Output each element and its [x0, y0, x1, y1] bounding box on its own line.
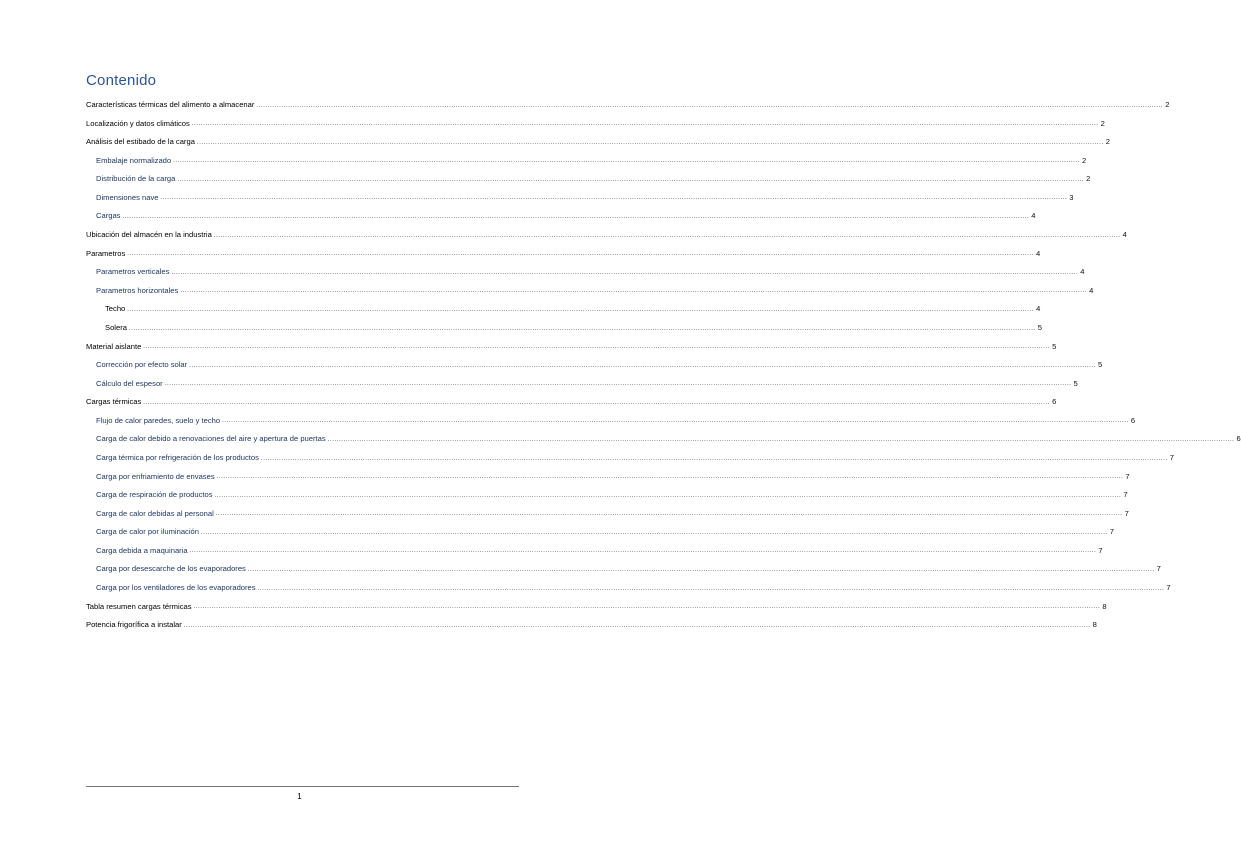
toc-leader-dots: ................................................................................................................................................................................................................................................................................................................................................................................................................ [143, 399, 1051, 406]
toc-entry-page[interactable]: 5 [1073, 378, 1078, 388]
toc-leader-dots: ................................................................................................................................................................................................................................................................................................................................................................................................................ [256, 102, 1164, 109]
toc-entry-label[interactable]: Embalaje normalizado [86, 157, 172, 165]
toc-entry-label[interactable]: Carga de calor debidas al personal [86, 510, 215, 518]
toc-entry[interactable] [86, 536, 1103, 555]
toc-entry[interactable] [86, 424, 1241, 444]
toc-entry[interactable] [86, 127, 1110, 147]
toc-entry-page[interactable]: 5 [1097, 360, 1103, 370]
toc-entry[interactable] [86, 332, 1057, 351]
toc-entry-page[interactable]: 4 [1036, 304, 1041, 314]
toc-entry-page[interactable]: 7 [1166, 583, 1171, 593]
toc-entry[interactable] [86, 276, 1094, 295]
toc-entry[interactable] [86, 387, 1057, 407]
toc-leader-dots: ................................................................................................................................................................................................................................................................................................................................................................................................................ [214, 492, 1122, 499]
toc-entry-page[interactable]: 7 [1156, 564, 1161, 574]
toc-entry-label[interactable]: Localización y datos climáticos [86, 118, 190, 128]
toc-entry[interactable] [86, 146, 1087, 165]
toc-entry-label[interactable]: Distribución de la carga [86, 175, 176, 183]
toc-entry-page[interactable]: 8 [1092, 620, 1097, 630]
toc-entry[interactable] [86, 294, 1041, 314]
toc-entry-page[interactable]: 5 [1052, 341, 1057, 351]
toc-entry-label[interactable]: Material aislante [86, 341, 142, 351]
toc-entry-label[interactable]: Parametros verticales [86, 268, 170, 276]
toc-entry[interactable] [86, 554, 1161, 574]
toc-leader-dots: ................................................................................................................................................................................................................................................................................................................................................................................................................ [260, 455, 1168, 462]
toc-entry-page[interactable]: 7 [1169, 452, 1174, 462]
toc-entry[interactable] [86, 573, 1171, 593]
toc-entry[interactable] [86, 480, 1128, 500]
toc-entry-page[interactable]: 7 [1098, 545, 1103, 555]
toc-entry-label[interactable]: Potencia frigorífica a instalar [86, 620, 182, 630]
toc-entry-page[interactable]: 4 [1031, 211, 1036, 221]
toc-leader-dots: ................................................................................................................................................................................................................................................................................................................................................................................................................ [193, 604, 1101, 611]
toc-entry-label[interactable]: Carga térmica por refrigeración de los productos [86, 454, 260, 462]
toc-entry-page[interactable]: 5 [1037, 322, 1042, 332]
toc-leader-dots: ................................................................................................................................................................................................................................................................................................................................................................................................................ [189, 548, 1097, 555]
toc-entry[interactable] [86, 183, 1074, 202]
toc-entry[interactable] [86, 406, 1136, 425]
toc-entry-label[interactable]: Flujo de calor paredes, suelo y techo [86, 417, 221, 425]
toc-entry-page[interactable]: 2 [1100, 118, 1105, 128]
toc-leader-dots: ................................................................................................................................................................................................................................................................................................................................................................................................................ [164, 381, 1072, 388]
toc-entry-page[interactable]: 2 [1081, 155, 1087, 165]
toc-entry-page[interactable]: 6 [1052, 397, 1057, 407]
page-number: 1 [297, 792, 302, 801]
toc-entry-label[interactable]: Carga de calor por iluminación [86, 528, 200, 536]
toc-leader-dots: ................................................................................................................................................................................................................................................................................................................................................................................................................ [201, 529, 1108, 536]
toc-entry-label[interactable]: Cargas [86, 212, 121, 220]
toc-entry-label[interactable]: Techo [86, 305, 126, 313]
toc-entry[interactable] [86, 313, 1042, 332]
toc-entry-label[interactable]: Cálculo del espesor [86, 380, 164, 388]
toc-entry-page[interactable]: 3 [1069, 192, 1074, 202]
toc-leader-dots: ................................................................................................................................................................................................................................................................................................................................................................................................................ [143, 344, 1051, 351]
toc-entry-page[interactable]: 4 [1122, 230, 1127, 240]
toc-entry[interactable] [86, 517, 1115, 537]
toc-leader-dots: ................................................................................................................................................................................................................................................................................................................................................................................................................ [171, 269, 1079, 276]
toc-leader-dots: ................................................................................................................................................................................................................................................................................................................................................................................................................ [122, 214, 1030, 221]
toc-entry-label[interactable]: Carga por desescarche de los evaporadores [86, 565, 247, 573]
toc-leader-dots: ................................................................................................................................................................................................................................................................................................................................................................................................................ [327, 436, 1235, 443]
toc-entry-page[interactable]: 7 [1125, 471, 1130, 481]
toc-entry[interactable] [86, 90, 1170, 109]
toc-leader-dots: ................................................................................................................................................................................................................................................................................................................................................................................................................ [177, 176, 1085, 183]
toc-entry-page[interactable]: 6 [1130, 415, 1136, 425]
toc-entry[interactable] [86, 109, 1105, 128]
toc-leader-dots: ................................................................................................................................................................................................................................................................................................................................................................................................................ [160, 195, 1068, 202]
toc-entry-page[interactable]: 2 [1165, 99, 1170, 109]
toc-leader-dots: ................................................................................................................................................................................................................................................................................................................................................................................................................ [215, 511, 1123, 518]
toc-entry-label[interactable]: Cargas térmicas [86, 397, 142, 407]
toc-entry[interactable] [86, 592, 1107, 611]
toc-entry-label[interactable]: Características térmicas del alimento a almacenar [86, 99, 255, 109]
toc-entry-label[interactable]: Corrección por efecto solar [86, 361, 188, 369]
toc-entry-page[interactable]: 8 [1102, 601, 1107, 611]
toc-entry[interactable] [86, 164, 1091, 184]
toc-title: Contenido [86, 72, 157, 89]
toc-entry-label[interactable]: Análisis del estibado de la carga [86, 137, 195, 147]
toc-leader-dots: ................................................................................................................................................................................................................................................................................................................................................................................................................ [173, 158, 1080, 165]
toc-entry-label[interactable]: Dimensiones nave [86, 194, 159, 202]
toc-leader-dots: ................................................................................................................................................................................................................................................................................................................................................................................................................ [183, 622, 1091, 629]
toc-entry-label[interactable]: Ubicación del almacén en la industria [86, 230, 212, 240]
toc-leader-dots: ................................................................................................................................................................................................................................................................................................................................................................................................................ [196, 139, 1104, 146]
toc-entry-label[interactable]: Parametros horizontales [86, 287, 179, 295]
toc-entry-page[interactable]: 7 [1123, 490, 1128, 500]
toc-entry[interactable] [86, 369, 1078, 388]
toc-entry-label[interactable]: Tabla resumen cargas térmicas [86, 601, 192, 611]
toc-entry-page[interactable]: 2 [1105, 137, 1110, 147]
toc-entry-label[interactable]: Carga por los ventiladores de los evaporadores [86, 584, 257, 592]
toc-entry-label[interactable]: Carga debida a maquinaria [86, 547, 189, 555]
toc-leader-dots: ................................................................................................................................................................................................................................................................................................................................................................................................................ [127, 306, 1035, 313]
toc-entry-page[interactable]: 4 [1089, 285, 1094, 295]
toc-entry-page[interactable]: 4 [1080, 267, 1085, 277]
toc-leader-dots: ................................................................................................................................................................................................................................................................................................................................................................................................................ [128, 325, 1036, 332]
toc-entry[interactable] [86, 201, 1036, 221]
toc-entry-label[interactable]: Solera [86, 324, 128, 332]
toc-leader-dots: ................................................................................................................................................................................................................................................................................................................................................................................................................ [127, 251, 1035, 258]
toc-entry-page[interactable]: 6 [1236, 434, 1241, 444]
toc-leader-dots: ................................................................................................................................................................................................................................................................................................................................................................................................................ [257, 585, 1165, 592]
toc-entry[interactable] [86, 462, 1130, 481]
toc-leader-dots: ................................................................................................................................................................................................................................................................................................................................................................................................................ [216, 474, 1124, 481]
toc-entry[interactable] [86, 443, 1174, 462]
toc-entry-page[interactable]: 4 [1036, 248, 1041, 258]
toc-entry[interactable] [86, 350, 1103, 370]
toc-leader-dots: ................................................................................................................................................................................................................................................................................................................................................................................................................ [222, 418, 1129, 425]
toc-entry-page[interactable]: 7 [1124, 508, 1129, 518]
toc-entry[interactable] [86, 610, 1097, 630]
toc-leader-dots: ................................................................................................................................................................................................................................................................................................................................................................................................................ [189, 362, 1096, 369]
toc-entry[interactable] [86, 257, 1085, 277]
toc-entry-label[interactable]: Carga de calor debido a renovaciones del aire y apertura de puertas [86, 435, 327, 443]
toc-entry[interactable] [86, 499, 1129, 518]
toc-leader-dots: ................................................................................................................................................................................................................................................................................................................................................................................................................ [247, 567, 1155, 574]
toc-entry-label[interactable]: Parametros [86, 248, 126, 258]
toc-entry-label[interactable]: Carga de respiración de productos [86, 491, 214, 499]
toc-leader-dots: ................................................................................................................................................................................................................................................................................................................................................................................................................ [180, 288, 1088, 295]
table-of-contents [86, 90, 1241, 630]
toc-leader-dots: ................................................................................................................................................................................................................................................................................................................................................................................................................ [213, 232, 1121, 239]
footer-divider [86, 786, 519, 787]
toc-entry-page[interactable]: 2 [1086, 174, 1091, 184]
toc-leader-dots: ................................................................................................................................................................................................................................................................................................................................................................................................................ [191, 121, 1099, 128]
toc-entry-page[interactable]: 7 [1109, 527, 1115, 537]
toc-entry[interactable] [86, 239, 1041, 258]
toc-entry-label[interactable]: Carga por enfriamiento de envases [86, 473, 216, 481]
toc-entry[interactable] [86, 220, 1127, 240]
